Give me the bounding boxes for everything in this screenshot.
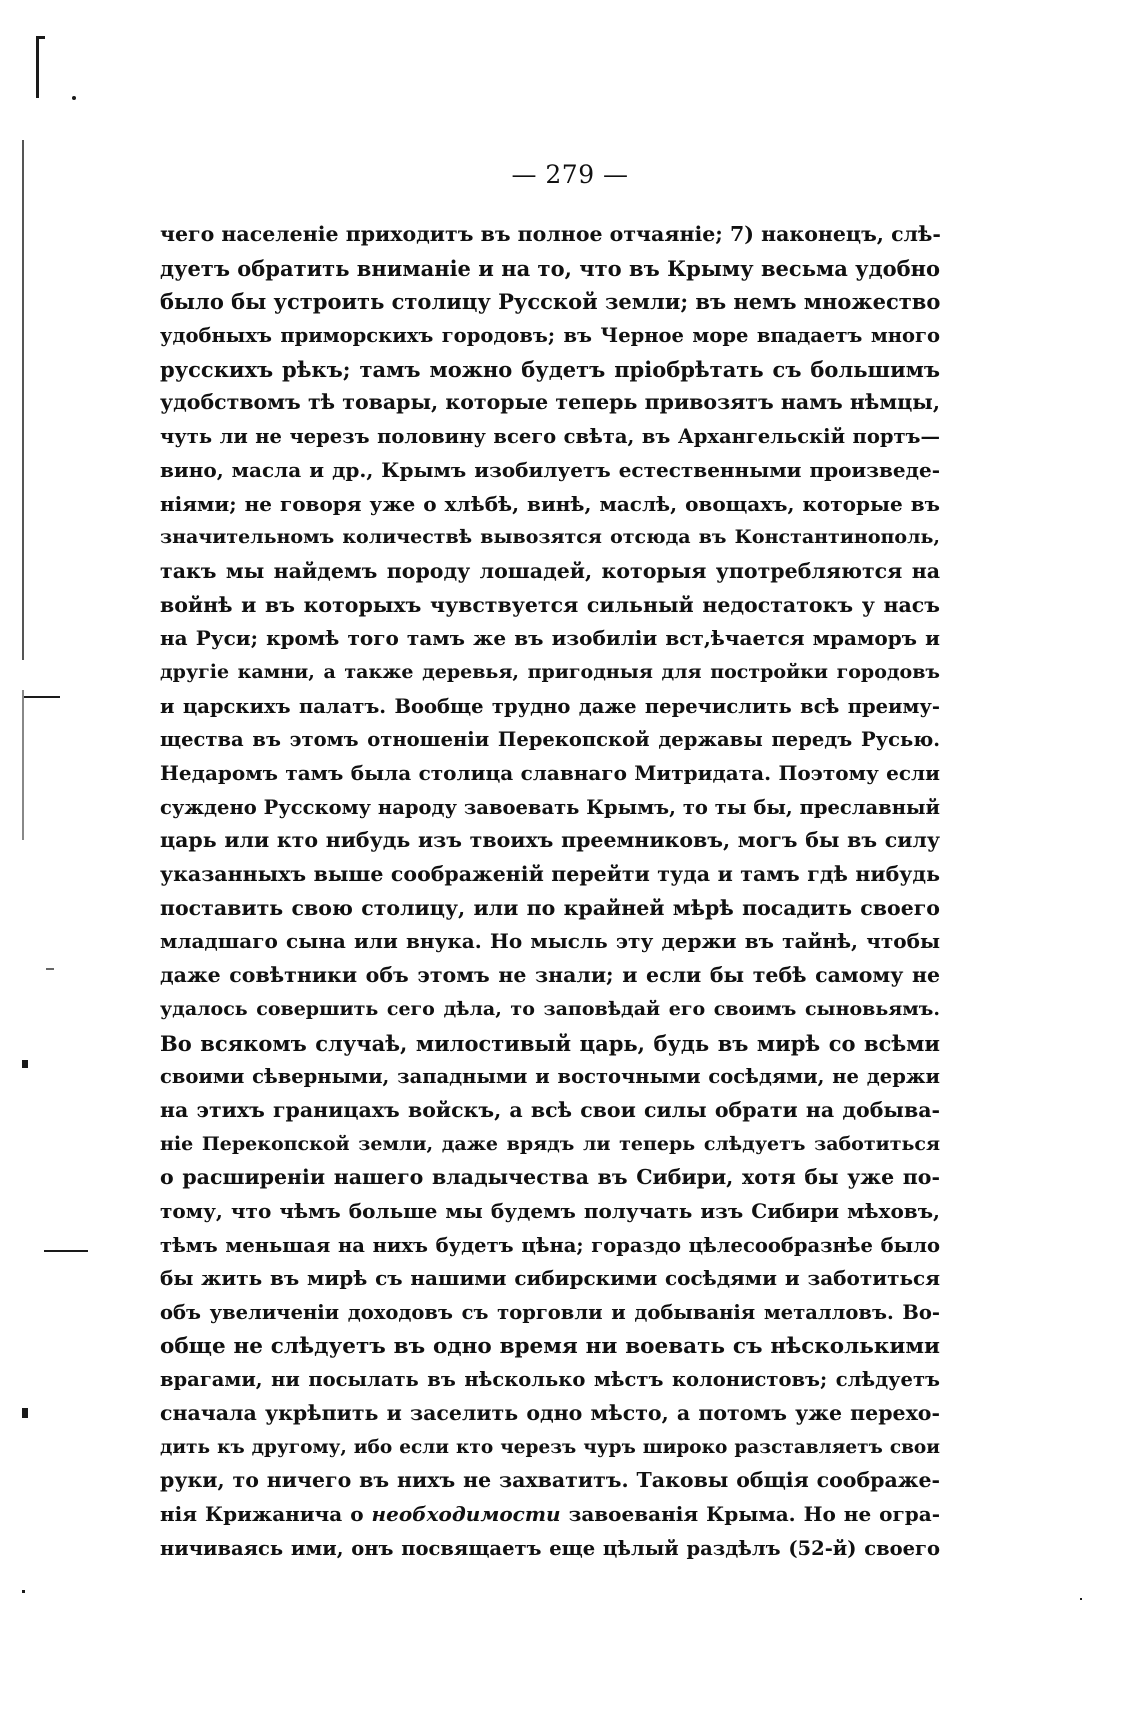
scan-edge-dot bbox=[1080, 1598, 1082, 1600]
text-line-with-italic bbox=[160, 1498, 940, 1532]
text-line: младшаго сына или внука. Но мысль эту держи въ тайнѣ, чтобы bbox=[160, 929, 940, 954]
text-line: дуетъ обратить вниманіе и на то, что въ Крыму весьма удобно bbox=[160, 255, 940, 281]
text-line: чего населеніе приходитъ въ полное отчаяніе; 7) наконецъ, слѣ- bbox=[160, 222, 941, 246]
text-line: и царскихъ палатъ. Вообще трудно даже перечислить всѣ преиму- bbox=[160, 694, 940, 718]
text-line: другіе камни, а также деревья, пригодныя для постройки городовъ bbox=[160, 660, 940, 683]
text-line: щества въ этомъ отношеніи Перекопской державы передъ Русью. bbox=[160, 728, 940, 752]
text-line: чуть ли не черезъ половину всего свѣта, въ Архангельскій портъ— bbox=[160, 425, 940, 449]
text-line: ніями; не говоря уже о хлѣбѣ, винѣ, маслѣ, овощахъ, которые въ bbox=[160, 491, 940, 516]
text-line: русскихъ рѣкъ; тамъ можно будетъ пріобрѣтать съ большимъ bbox=[160, 356, 940, 382]
text-line: поставить свою столицу, или по крайней мѣрѣ посадить своего bbox=[160, 895, 940, 920]
text-line: обще не слѣдуетъ въ одно время ни воевать съ нѣсколькими bbox=[160, 1333, 940, 1359]
text-line: тѣмъ меньшая на нихъ будетъ цѣна; гораздо цѣлесообразнѣе было bbox=[160, 1233, 940, 1257]
text-line: врагами, ни посылать въ нѣсколько мѣстъ колонистовъ; слѣдуетъ bbox=[160, 1368, 940, 1392]
text-line: вино, масла и др., Крымъ изобилуетъ естественными произведе- bbox=[160, 457, 940, 482]
text-line: Во всякомъ случаѣ, милостивый царь, будь въ мирѣ со всѣми bbox=[160, 1030, 940, 1056]
text-line: сначала укрѣпить и заселить одно мѣсто, а потомъ уже перехо- bbox=[160, 1401, 940, 1426]
text-fragment: завоеванія Крыма. Но не огра- bbox=[568, 1502, 940, 1527]
text-line: своими сѣверными, западными и восточными сосѣдями, не держи bbox=[160, 1065, 940, 1089]
text-line: удалось совершить сего дѣла, то заповѣдай его своимъ сыновьямъ. bbox=[160, 997, 940, 1020]
scan-edge-mark bbox=[46, 968, 54, 970]
scan-edge-dot bbox=[22, 1590, 25, 1593]
scan-edge-mark bbox=[36, 36, 45, 39]
text-line: о расширеніи нашего владычества въ Сибири, хотя бы уже по- bbox=[160, 1165, 940, 1190]
italic-phrase: необходимости bbox=[371, 1502, 561, 1527]
text-line: даже совѣтники объ этомъ не знали; и если бы тебѣ самому не bbox=[160, 963, 940, 988]
text-line: указанныхъ выше соображеній перейти туда и тамъ гдѣ нибудь bbox=[160, 862, 940, 887]
text-line: царь или кто нибудь изъ твоихъ преемниковъ, могъ бы въ силу bbox=[160, 828, 940, 853]
page-number: — 279 — bbox=[511, 160, 629, 189]
scan-edge-mark bbox=[22, 140, 24, 660]
scan-edge-mark bbox=[44, 1250, 88, 1252]
text-line: войнѣ и въ которыхъ чувствуется сильный недостатокъ у насъ bbox=[160, 592, 940, 617]
scan-edge-mark bbox=[22, 1060, 28, 1068]
text-line: руки, то ничего въ нихъ не захватитъ. Таковы общія соображе- bbox=[160, 1468, 940, 1493]
text-line: тому, что чѣмъ больше мы будемъ получать изъ Сибири мѣховъ, bbox=[160, 1198, 940, 1223]
text-line: значительномъ количествѣ вывозятся отсюда въ Константинополь, bbox=[160, 526, 940, 549]
text-line: удобствомъ тѣ товары, которые теперь привозятъ намъ нѣмцы, bbox=[160, 390, 940, 415]
text-line: ничиваясь ими, онъ посвящаетъ еще цѣлый раздѣлъ (52-й) своего bbox=[160, 1536, 940, 1560]
scan-edge-mark bbox=[22, 690, 24, 840]
text-line: бы жить въ мирѣ съ нашими сибирскими сосѣдями и заботиться bbox=[160, 1266, 940, 1291]
text-line: на Руси; кромѣ того тамъ же въ изобиліи вст,ѣчается мраморъ и bbox=[160, 626, 940, 651]
text-line: ніе Перекопской земли, даже врядъ ли теперь слѣдуетъ заботиться bbox=[160, 1132, 940, 1155]
text-fragment: нія Крижанича о bbox=[160, 1502, 364, 1527]
text-line: на этихъ границахъ войскъ, а всѣ свои силы обрати на добыва- bbox=[160, 1097, 940, 1122]
scan-edge-mark bbox=[24, 696, 60, 698]
text-line: удобныхъ приморскихъ городовъ; въ Черное море впадаетъ много bbox=[160, 324, 940, 348]
text-line: дить къ другому, ибо если кто черезъ чуръ широко разставляетъ свои bbox=[160, 1436, 940, 1458]
text-line: Недаромъ тамъ была столица славнаго Митридата. Поэтому если bbox=[160, 761, 940, 785]
scan-edge-dot bbox=[72, 96, 76, 100]
text-line: такъ мы найдемъ породу лошадей, которыя употребляются на bbox=[160, 558, 940, 583]
scan-edge-mark bbox=[22, 1408, 28, 1418]
text-line: суждено Русскому народу завоевать Крымъ, то ты бы, преславный bbox=[160, 795, 940, 819]
body-text bbox=[160, 218, 940, 1566]
scan-edge-mark bbox=[36, 36, 39, 98]
text-line: объ увеличеніи доходовъ съ торговли и добыванія металловъ. Во- bbox=[160, 1301, 940, 1324]
text-line: было бы устроить столицу Русской земли; въ немъ множество bbox=[160, 289, 941, 315]
